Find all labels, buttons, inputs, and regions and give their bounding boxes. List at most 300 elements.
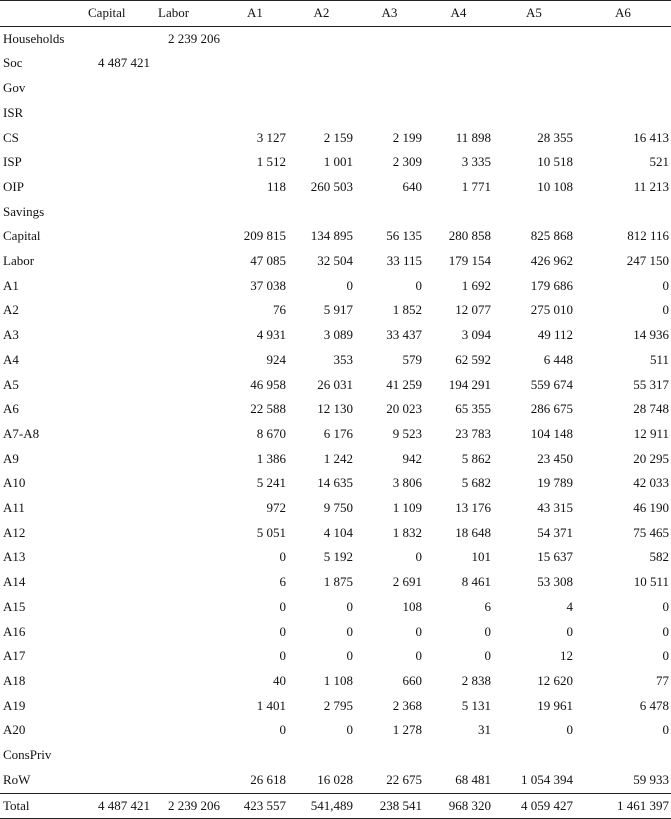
- table-cell: [152, 323, 222, 348]
- table-cell: [82, 348, 152, 373]
- table-cell: [152, 521, 222, 546]
- table-cell: 5 862: [461, 450, 491, 466]
- table-row: [0, 718, 671, 743]
- table-cell: 11 898: [455, 129, 491, 145]
- table-cell: 238 541: [379, 797, 422, 813]
- table-cell: [152, 126, 222, 151]
- row-label: Gov: [3, 80, 26, 96]
- table-cell: 1 108: [323, 672, 353, 688]
- row-label: A15: [3, 598, 26, 614]
- table-cell: 4 059 427: [521, 797, 573, 813]
- table-cell: [575, 200, 671, 225]
- table-row: [0, 422, 671, 447]
- row-label: Households: [3, 30, 65, 46]
- table-cell: [82, 447, 152, 472]
- table-body: [0, 26, 671, 793]
- table-cell: [152, 496, 222, 521]
- table-cell: 65 355: [455, 401, 491, 417]
- table-cell: 12 911: [633, 425, 669, 441]
- table-cell: [152, 545, 222, 570]
- table-cell: [152, 348, 222, 373]
- table-cell: 0: [484, 648, 491, 664]
- table-cell: [493, 200, 575, 225]
- table-row: [0, 595, 671, 620]
- table-cell: 49 112: [537, 327, 573, 343]
- table-cell: 6: [484, 598, 491, 614]
- table-row: [0, 126, 671, 151]
- row-label: A20: [3, 722, 26, 738]
- table-cell: 3 094: [461, 327, 491, 343]
- table-cell: 179 154: [448, 253, 491, 269]
- table-cell: 0: [662, 277, 669, 293]
- table-cell: 0: [346, 722, 353, 738]
- row-label: A1: [3, 277, 19, 293]
- table-cell: [424, 76, 493, 101]
- table-cell: 1 242: [323, 450, 353, 466]
- row-label: A19: [3, 697, 26, 713]
- table-cell: 12 077: [455, 302, 491, 318]
- table-cell: 2 838: [461, 672, 491, 688]
- table-row: [0, 447, 671, 472]
- table-cell: 1 278: [392, 722, 422, 738]
- table-cell: 46 190: [633, 500, 669, 516]
- table-cell: 1 054 394: [521, 771, 573, 787]
- table-cell: 521: [649, 154, 669, 170]
- table-cell: 23 783: [455, 425, 491, 441]
- table-cell: [82, 521, 152, 546]
- table-cell: [424, 101, 493, 126]
- table-row: [0, 521, 671, 546]
- table-cell: 2 239 206: [168, 797, 220, 813]
- row-label: Savings: [3, 203, 45, 219]
- table-cell: 5 241: [256, 475, 286, 491]
- header-cell-a5: A5: [526, 5, 542, 20]
- table-cell: 541,489: [310, 797, 353, 813]
- table-cell: 1 692: [461, 277, 491, 293]
- table-cell: [288, 51, 355, 76]
- table-cell: 12: [560, 648, 573, 664]
- table-cell: 22 588: [250, 401, 286, 417]
- table-cell: 825 868: [530, 228, 573, 244]
- table-cell: 942: [402, 450, 422, 466]
- table-row: [0, 150, 671, 175]
- table-cell: [222, 101, 288, 126]
- table-cell: [82, 200, 152, 225]
- table-cell: 56 135: [386, 228, 422, 244]
- table-cell: 53 308: [537, 574, 573, 590]
- table-cell: 62 592: [455, 351, 491, 367]
- table-cell: 4 487 421: [98, 797, 150, 813]
- table-cell: [222, 743, 288, 768]
- table-cell: 968 320: [448, 797, 491, 813]
- table-cell: 2 795: [323, 697, 353, 713]
- table-cell: 55 317: [633, 376, 669, 392]
- table-cell: 4 487 421: [98, 55, 150, 71]
- table-cell: 0: [415, 623, 422, 639]
- table-cell: 0: [346, 648, 353, 664]
- table-cell: 26 031: [317, 376, 353, 392]
- table-cell: [355, 76, 424, 101]
- table-cell: [424, 51, 493, 76]
- table-cell: 0: [662, 648, 669, 664]
- table-cell: 6 448: [543, 351, 573, 367]
- table-cell: 2 159: [323, 129, 353, 145]
- row-label: A17: [3, 648, 26, 664]
- table-cell: 275 010: [530, 302, 573, 318]
- table-cell: 22 675: [386, 771, 422, 787]
- row-label: A18: [3, 672, 26, 688]
- table-cell: 1 852: [392, 302, 422, 318]
- table-cell: 42 033: [633, 475, 669, 491]
- table-cell: [82, 101, 152, 126]
- row-label: Total: [3, 797, 30, 813]
- table-cell: 3 335: [461, 154, 491, 170]
- table-row: [0, 397, 671, 422]
- row-label: A2: [3, 302, 19, 318]
- table-cell: [82, 422, 152, 447]
- table-cell: 19 789: [537, 475, 573, 491]
- table-cell: [82, 570, 152, 595]
- table-cell: 0: [346, 598, 353, 614]
- table-cell: [493, 26, 575, 51]
- table-cell: [355, 101, 424, 126]
- table-cell: 511: [649, 351, 669, 367]
- header-cell-a2: A2: [313, 5, 330, 20]
- table-cell: 579: [402, 351, 422, 367]
- table-cell: 15 637: [537, 549, 573, 565]
- row-label: A16: [3, 623, 26, 639]
- table-cell: 0: [415, 277, 422, 293]
- table-row: [0, 51, 671, 76]
- row-label: A12: [3, 524, 26, 540]
- table-cell: 2 239 206: [168, 30, 220, 46]
- table-cell: 972: [266, 500, 286, 516]
- table-cell: 2 309: [392, 154, 422, 170]
- table-cell: [152, 397, 222, 422]
- table-cell: 0: [346, 623, 353, 639]
- table-row: [0, 200, 671, 225]
- table-cell: 1 771: [461, 178, 491, 194]
- table-cell: [288, 76, 355, 101]
- table-cell: 76: [273, 302, 286, 318]
- table-cell: [152, 200, 222, 225]
- row-label: Labor: [3, 253, 35, 269]
- table-cell: [575, 101, 671, 126]
- table-cell: 1 832: [392, 524, 422, 540]
- table-cell: [152, 620, 222, 645]
- table-cell: 8 670: [256, 425, 286, 441]
- table-cell: [82, 175, 152, 200]
- table-row: [0, 620, 671, 645]
- row-label: A5: [3, 376, 19, 392]
- table-cell: 0: [484, 623, 491, 639]
- table-cell: 23 450: [537, 450, 573, 466]
- table-cell: 54 371: [537, 524, 573, 540]
- table-cell: [82, 644, 152, 669]
- table-cell: 5 192: [323, 549, 353, 565]
- table-cell: 3 089: [323, 327, 353, 343]
- table-cell: 16 413: [633, 129, 669, 145]
- table-cell: [152, 768, 222, 793]
- table-cell: [82, 150, 152, 175]
- table-cell: 37 038: [250, 277, 286, 293]
- table-cell: [152, 274, 222, 299]
- table-cell: [288, 200, 355, 225]
- table-cell: 1 875: [323, 574, 353, 590]
- row-label: A11: [3, 500, 25, 516]
- table-cell: [82, 545, 152, 570]
- row-label: RoW: [3, 771, 31, 787]
- table-cell: 19 961: [537, 697, 573, 713]
- table-cell: 0: [662, 302, 669, 318]
- table-row: [0, 471, 671, 496]
- table-cell: [152, 249, 222, 274]
- table-cell: 59 933: [633, 771, 669, 787]
- table-cell: 12 130: [317, 401, 353, 417]
- table-cell: 33 115: [386, 253, 422, 269]
- table-cell: 20 295: [633, 450, 669, 466]
- table-cell: 77: [656, 672, 669, 688]
- row-label: A3: [3, 327, 19, 343]
- table-cell: [152, 298, 222, 323]
- table-cell: [82, 298, 152, 323]
- table-cell: 11 213: [633, 178, 669, 194]
- table-cell: 286 675: [530, 401, 573, 417]
- table-cell: [493, 101, 575, 126]
- table-cell: 8 461: [461, 574, 491, 590]
- table-cell: [82, 595, 152, 620]
- table-header: [0, 1, 671, 27]
- table-row: [0, 570, 671, 595]
- table-cell: [575, 26, 671, 51]
- header-cell-a3: A3: [381, 5, 398, 20]
- table-cell: [152, 447, 222, 472]
- table-cell: 0: [566, 623, 573, 639]
- table-cell: [82, 224, 152, 249]
- table-cell: 4: [566, 598, 573, 614]
- table-cell: 6: [279, 574, 286, 590]
- table-cell: [355, 26, 424, 51]
- header-cell-a6: A6: [615, 5, 631, 20]
- table-cell: 0: [279, 549, 286, 565]
- table-row: [0, 249, 671, 274]
- table-row: [0, 694, 671, 719]
- row-label: OIP: [3, 178, 24, 194]
- table-cell: [82, 249, 152, 274]
- table-cell: 1 401: [256, 697, 286, 713]
- table-cell: 247 150: [626, 253, 669, 269]
- table-cell: [152, 150, 222, 175]
- table-cell: [82, 694, 152, 719]
- row-label: A6: [3, 401, 19, 417]
- table-cell: 104 148: [530, 425, 573, 441]
- row-label: A13: [3, 549, 26, 565]
- table-cell: [82, 718, 152, 743]
- table-cell: 13 176: [455, 500, 491, 516]
- table-cell: [575, 51, 671, 76]
- table-cell: 41 259: [386, 376, 422, 392]
- table-row: [0, 298, 671, 323]
- table-cell: 423 557: [243, 797, 286, 813]
- row-label: ConsPriv: [3, 747, 52, 763]
- row-label: CS: [3, 129, 19, 145]
- table-cell: [82, 669, 152, 694]
- table-cell: [82, 471, 152, 496]
- table-cell: [152, 76, 222, 101]
- table-cell: [355, 743, 424, 768]
- table-cell: 46 958: [250, 376, 286, 392]
- table-cell: [152, 175, 222, 200]
- table-cell: [152, 471, 222, 496]
- table-cell: 9 750: [323, 500, 353, 516]
- table-cell: 1 001: [323, 154, 353, 170]
- table-cell: [222, 200, 288, 225]
- table-cell: 353: [333, 351, 353, 367]
- table-cell: 14 635: [317, 475, 353, 491]
- table-cell: [82, 126, 152, 151]
- table-cell: [493, 76, 575, 101]
- table-row: [0, 496, 671, 521]
- row-label: A10: [3, 475, 26, 491]
- table-cell: 75 465: [633, 524, 669, 540]
- table-cell: [152, 224, 222, 249]
- table-cell: 1 512: [256, 154, 286, 170]
- table-cell: [222, 76, 288, 101]
- table-cell: [152, 644, 222, 669]
- table-cell: 660: [402, 672, 422, 688]
- table-cell: [152, 595, 222, 620]
- table-cell: 9 523: [392, 425, 422, 441]
- table-cell: 5 682: [461, 475, 491, 491]
- table-cell: 1 461 397: [617, 797, 669, 813]
- table-cell: 68 481: [455, 771, 491, 787]
- table-cell: 640: [402, 178, 422, 194]
- table-cell: 108: [402, 598, 422, 614]
- table-cell: 118: [266, 178, 286, 194]
- table-cell: 14 936: [633, 327, 669, 343]
- table-cell: [152, 570, 222, 595]
- table-cell: [82, 768, 152, 793]
- table-cell: [82, 373, 152, 398]
- table-row: [0, 644, 671, 669]
- table-cell: [152, 422, 222, 447]
- table-row: [0, 545, 671, 570]
- table-cell: 1 109: [392, 500, 422, 516]
- table-cell: 33 437: [386, 327, 422, 343]
- table-row: [0, 274, 671, 299]
- table-cell: 32 504: [317, 253, 353, 269]
- table-cell: [82, 397, 152, 422]
- header-row: [0, 1, 671, 27]
- table-cell: 0: [415, 549, 422, 565]
- table-cell: 5 917: [323, 302, 353, 318]
- table-row: [0, 373, 671, 398]
- table-cell: 924: [266, 351, 286, 367]
- table-cell: 582: [649, 549, 669, 565]
- table-cell: 0: [662, 598, 669, 614]
- table-cell: [82, 620, 152, 645]
- table-cell: [82, 26, 152, 51]
- table-row: [0, 26, 671, 51]
- table-cell: 0: [279, 648, 286, 664]
- table-cell: 31: [478, 722, 491, 738]
- row-label: ISR: [3, 104, 24, 120]
- table-cell: 10 518: [537, 154, 573, 170]
- table-cell: 0: [662, 623, 669, 639]
- table-cell: [288, 743, 355, 768]
- table-cell: 559 674: [530, 376, 573, 392]
- table-cell: 3 127: [256, 129, 286, 145]
- header-cell-capital: Capital: [88, 5, 126, 20]
- table-cell: 5 051: [256, 524, 286, 540]
- table-cell: 0: [279, 722, 286, 738]
- header-cell-blank: [0, 1, 82, 27]
- table-cell: 0: [346, 277, 353, 293]
- table-cell: 260 503: [310, 178, 353, 194]
- table-cell: 47 085: [250, 253, 286, 269]
- header-cell-a4: A4: [450, 5, 467, 20]
- table-cell: 0: [279, 598, 286, 614]
- table-cell: 2 199: [392, 129, 422, 145]
- table-cell: [288, 101, 355, 126]
- table-cell: [152, 718, 222, 743]
- table-cell: 40: [273, 672, 286, 688]
- table-cell: 0: [662, 722, 669, 738]
- table-cell: 18 648: [455, 524, 491, 540]
- table-cell: [152, 373, 222, 398]
- table-cell: [575, 743, 671, 768]
- table-cell: 5 131: [461, 697, 491, 713]
- table-cell: 3 806: [392, 475, 422, 491]
- table-cell: 4 931: [256, 327, 286, 343]
- table-cell: 28 355: [537, 129, 573, 145]
- table-cell: [424, 743, 493, 768]
- table-row: [0, 669, 671, 694]
- table-cell: 6 176: [323, 425, 353, 441]
- table-row: [0, 768, 671, 793]
- table-cell: [355, 200, 424, 225]
- table-cell: 134 895: [310, 228, 353, 244]
- table-cell: [152, 743, 222, 768]
- table-cell: [355, 51, 424, 76]
- table-cell: 179 686: [530, 277, 573, 293]
- table-cell: 28 748: [633, 401, 669, 417]
- table-cell: [493, 743, 575, 768]
- table-cell: 4 104: [323, 524, 353, 540]
- table-cell: [82, 76, 152, 101]
- table-cell: [575, 76, 671, 101]
- table-cell: 101: [471, 549, 491, 565]
- table-cell: 2 691: [392, 574, 422, 590]
- table-cell: 0: [279, 623, 286, 639]
- row-label: A14: [3, 574, 26, 590]
- table-cell: 6 478: [639, 697, 669, 713]
- table-cell: [424, 26, 493, 51]
- table-row: [0, 348, 671, 373]
- table-cell: [82, 274, 152, 299]
- row-label: Soc: [3, 55, 23, 71]
- table-row: [0, 743, 671, 768]
- table-row: [0, 175, 671, 200]
- row-label: A9: [3, 450, 19, 466]
- table-cell: 0: [415, 648, 422, 664]
- table-cell: [82, 743, 152, 768]
- table-cell: 43 315: [537, 500, 573, 516]
- table-cell: 20 023: [386, 401, 422, 417]
- table-cell: [424, 200, 493, 225]
- row-label: Capital: [3, 228, 41, 244]
- table-cell: 0: [566, 722, 573, 738]
